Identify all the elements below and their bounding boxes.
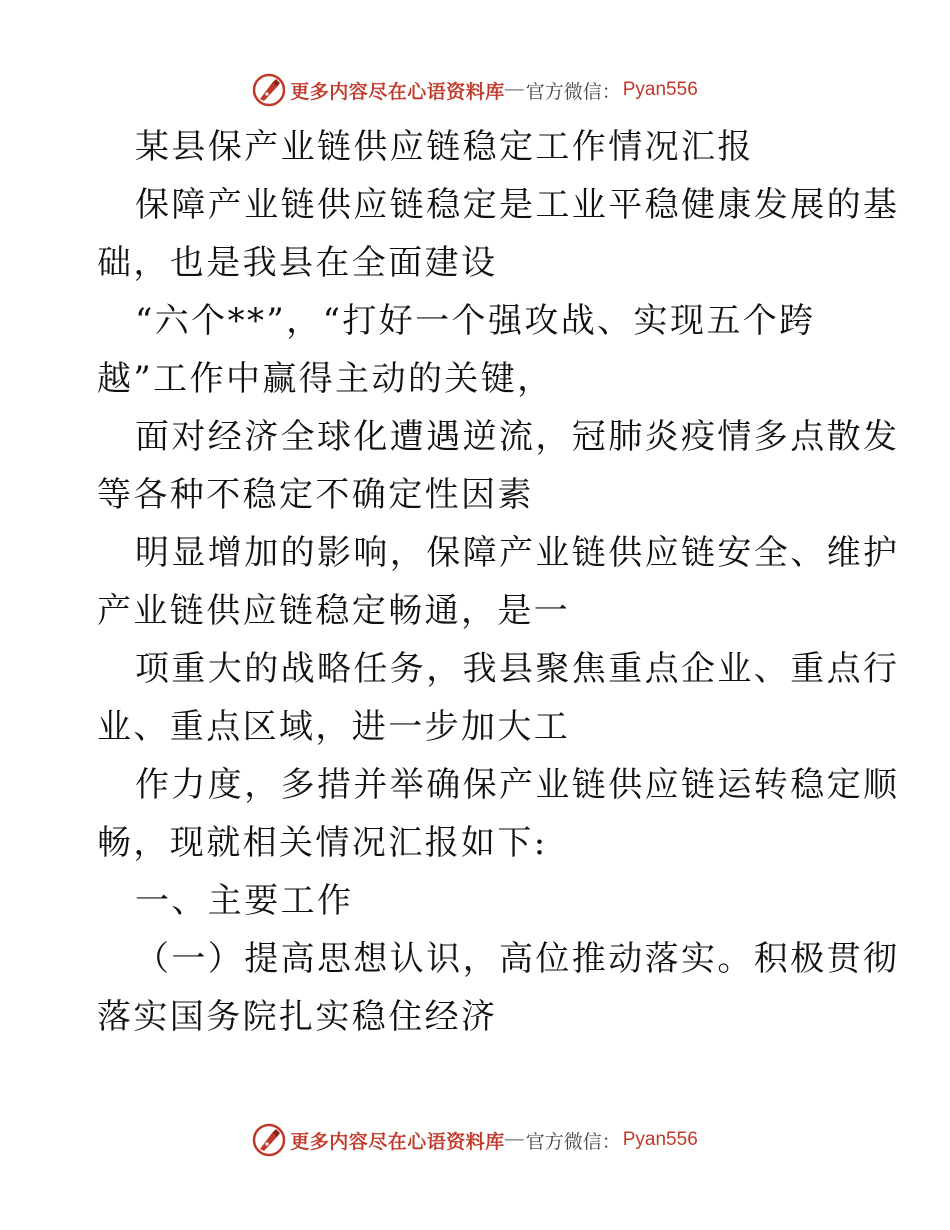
paragraph-line: 明显增加的影响，保障产业链供应链安全、维护	[135, 533, 900, 573]
watermark-banner-bottom	[0, 1120, 950, 1160]
watermark-dash: —	[504, 1129, 524, 1150]
paragraph-line: “六个**”，“打好一个强攻战、实现五个跨	[135, 301, 816, 341]
paragraph-line: 落实国务院扎实稳住经济	[97, 997, 498, 1037]
watermark-sub-text: 官方微信：	[525, 80, 621, 103]
watermark-banner-top	[0, 70, 950, 110]
watermark-sub-text: 官方微信：	[525, 1130, 621, 1153]
watermark-main-text: 更多内容尽在心语资料库	[290, 1130, 505, 1153]
document-title: 某县保产业链供应链稳定工作情况汇报	[135, 127, 754, 167]
section-heading: 一、主要工作	[135, 881, 354, 921]
pen-nib-logo-icon	[252, 73, 286, 107]
document-body	[97, 118, 900, 1046]
watermark-dash: —	[504, 79, 524, 100]
paragraph-line: 产业链供应链稳定畅通，是一	[97, 591, 571, 631]
paragraph-line: 作力度，多措并举确保产业链供应链运转稳定顺	[135, 765, 900, 805]
watermark-wechat-id: Pyan556	[622, 79, 698, 100]
paragraph-line: 等各种不稳定不确定性因素	[97, 475, 534, 515]
pen-nib-logo-icon	[252, 1123, 286, 1157]
paragraph-line: 项重大的战略任务，我县聚焦重点企业、重点行	[135, 649, 900, 689]
paragraph-line: 保障产业链供应链稳定是工业平稳健康发展的基	[135, 185, 900, 225]
paragraph-line: 面对经济全球化遭遇逆流，冠肺炎疫情多点散发	[135, 417, 900, 457]
paragraph-line: 越”工作中赢得主动的关键，	[97, 359, 554, 399]
watermark-main-text: 更多内容尽在心语资料库	[290, 80, 505, 103]
paragraph-line: 业、重点区域，进一步加大工	[97, 707, 571, 747]
paragraph-line: （一）提高思想认识，高位推动落实。积极贯彻	[135, 939, 900, 979]
watermark-wechat-id: Pyan556	[622, 1129, 698, 1150]
paragraph-line: 础，也是我县在全面建设	[97, 243, 498, 283]
paragraph-line: 畅，现就相关情况汇报如下:	[97, 823, 548, 863]
